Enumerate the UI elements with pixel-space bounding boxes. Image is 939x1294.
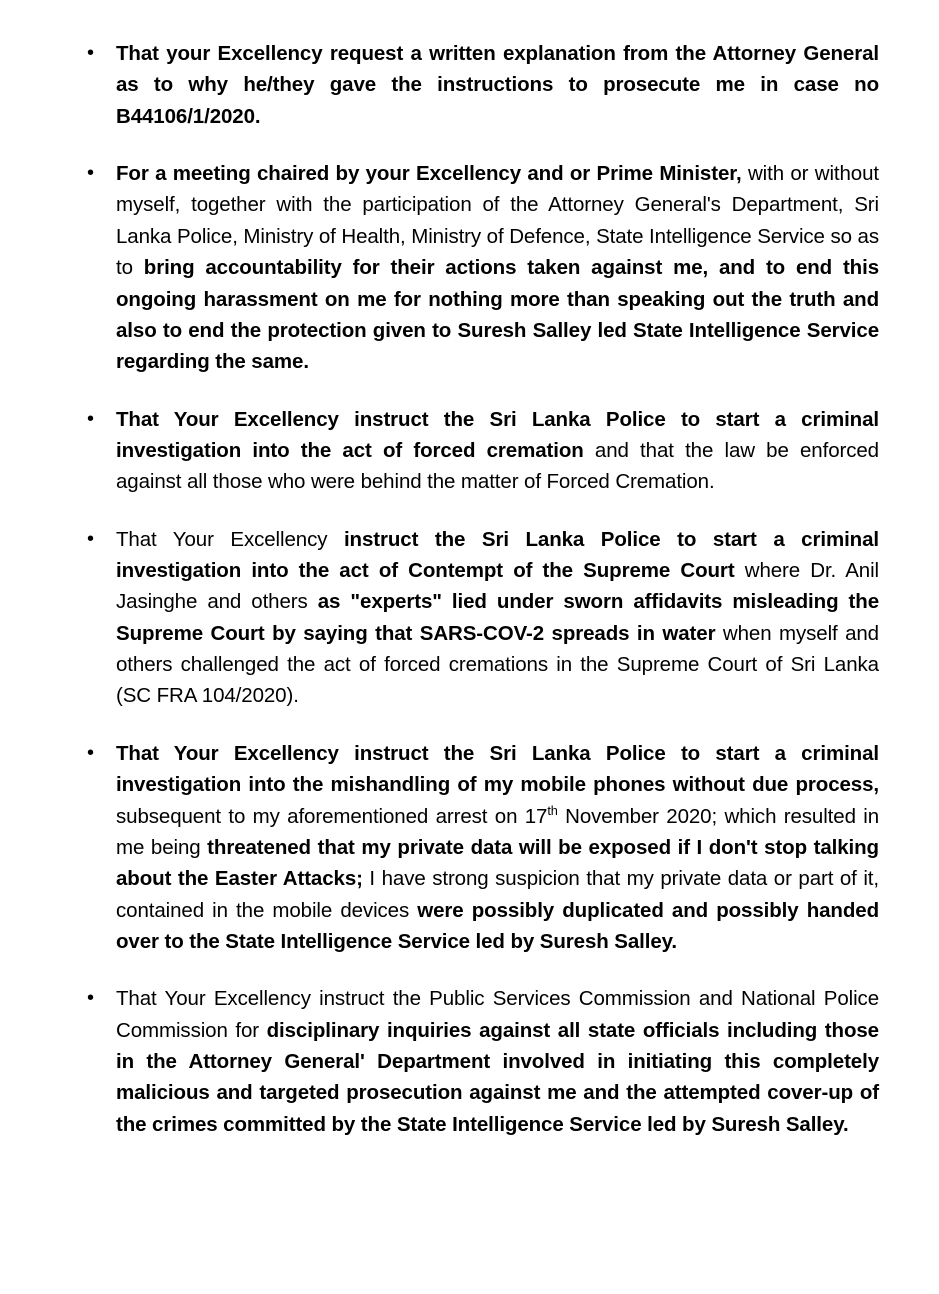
bullet-list: [78, 38, 879, 1140]
list-item-text: [116, 524, 879, 712]
list-item-text: [116, 983, 879, 1140]
text-run-bold: as "experts" lied under sworn affidavits misleading the Supreme Court by saying that SARS-COV-2 spreads in water: [116, 590, 879, 645]
list-item-text: [116, 738, 879, 958]
text-run: I have strong suspicion that my private data or part of it, contained in the mobile devices: [116, 867, 879, 922]
bullet-dot-icon: •: [87, 741, 94, 764]
list-item: [78, 983, 879, 1140]
list-item-text: [116, 404, 879, 498]
text-run: and that the law be enforced against all those who were behind the matter of Forced Cremation.: [116, 438, 879, 494]
text-run-bold: That Your Excellency instruct the Sri Lanka Police to start a criminal investigation into the mishandling of my mobile phones without due process,: [116, 741, 879, 797]
bullet-dot-icon: •: [87, 987, 94, 1010]
list-item: [78, 38, 879, 132]
text-run: subsequent to my aforementioned arrest on 17: [116, 804, 548, 828]
text-run: where Dr. Anil Jasinghe and others: [116, 559, 879, 614]
text-run-bold: instruct the Sri Lanka Police to start a criminal investigation into the act of Contempt of the Supreme Court: [116, 527, 880, 583]
text-run-bold: That your Excellency request a written explanation from the Attorney General as to why he/they gave the instructions to prosecute me in case no B44106/1/2020.: [116, 42, 879, 128]
text-run-bold: disciplinary inquiries against all state officials including those in the Attorney General' Department involved in initiating this completely malicious and targeted prosecution against me and the attempted cover-up of the crimes committed by the State Intelligence Service led by Suresh Salley.: [116, 1018, 879, 1136]
list-item-text: [116, 38, 879, 132]
list-item: [78, 738, 879, 958]
text-run: That Your Excellency: [116, 527, 344, 551]
text-run: th: [547, 802, 558, 818]
bullet-dot-icon: •: [87, 527, 94, 550]
list-item: [78, 524, 879, 712]
text-run-bold: bring accountability for their actions taken against me, and to end this ongoing harassment on me for nothing more than speaking out the truth and also to end the protection given to Suresh Salley led State Intelligence Service regarding the same.: [116, 256, 879, 374]
list-item: [78, 404, 879, 498]
bullet-dot-icon: •: [87, 407, 94, 430]
text-run-bold: That Your Excellency instruct the Sri Lanka Police to start a criminal investigation into the act of forced cremation: [116, 407, 879, 462]
text-run: November 2020; which resulted in me being: [116, 804, 880, 859]
list-item: [78, 158, 879, 378]
list-item-text: [116, 158, 879, 378]
bullet-dot-icon: •: [87, 42, 94, 64]
text-run: when myself and others challenged the act of forced cremations in the Supreme Court of Sri Lanka (SC FRA 104/2020).: [116, 621, 879, 708]
text-run-bold: threatened that my private data will be exposed if I don't stop talking about the Easter Attacks;: [116, 835, 879, 891]
text-run-bold: For a meeting chaired by your Excellency and or Prime Minister,: [116, 162, 742, 186]
text-run: with or without myself, together with the participation of the Attorney General's Department, Sri Lanka Police, Ministry of Health, Ministry of Defence, State Intelligence Service so as to: [116, 162, 879, 280]
text-run-bold: were possibly duplicated and possibly handed over to the State Intelligence Service led by Suresh Salley.: [116, 898, 879, 953]
text-run: That Your Excellency instruct the Public Services Commission and National Police Commission for: [116, 987, 879, 1042]
bullet-dot-icon: •: [87, 162, 94, 185]
